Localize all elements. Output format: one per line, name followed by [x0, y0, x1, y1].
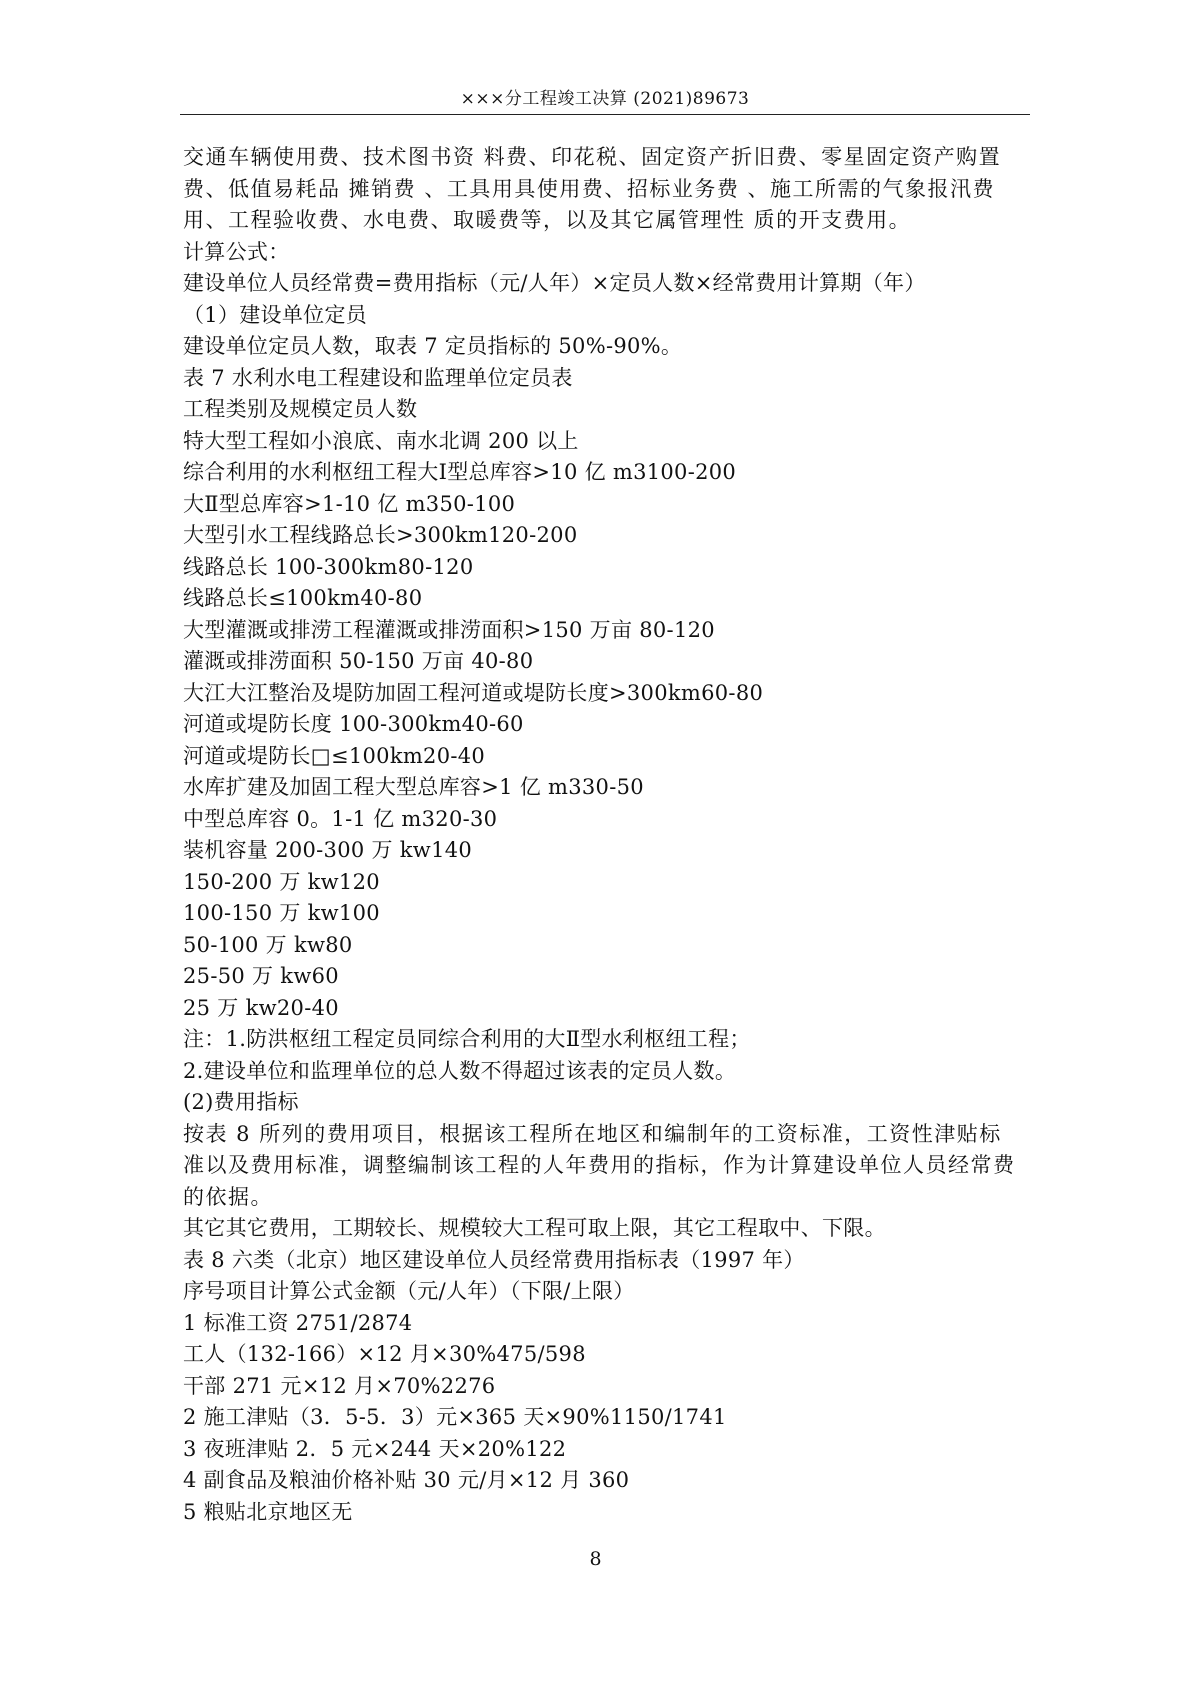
paragraph: 5 粮贴北京地区无: [183, 1499, 353, 1524]
paragraph: 线路总长 100-300km80-120: [183, 554, 474, 579]
paragraph: 100-150 万 kw100: [183, 901, 380, 925]
paragraph: 建设单位定员人数，取表 7 定员指标的 50%-90%。: [183, 334, 683, 358]
paragraph: 计算公式：: [183, 239, 290, 264]
paragraph: 河道或堤防长□≤100km20-40: [183, 743, 486, 768]
paragraph: 1 标准工资 2751/2874: [183, 1310, 413, 1335]
paragraph: 大型引水工程线路总长>300km120-200: [183, 523, 578, 547]
paragraph: 表 8 六类（北京）地区建设单位人员经常费用指标表（1997 年）: [183, 1247, 805, 1272]
paragraph: 交通车辆使用费、技术图书资 料费、印花税、固定资产折旧费、零星固定资产购置费、低值易耗品 摊销费 、工具用具使用费、招标业务费 、施工所需的气象报汛费用、工程验收费、水电费、取暖费等，以及其它属管理性 质的开支费用。: [183, 145, 1002, 232]
paragraph: 水库扩建及加固工程大型总库容>1 亿 m330-50: [183, 775, 644, 799]
page-header: [180, 84, 1030, 115]
paragraph: 装机容量 200-300 万 kw140: [183, 838, 473, 862]
paragraph: 25-50 万 kw60: [183, 964, 339, 988]
paragraph: 大Ⅱ型总库容>1-10 亿 m350-100: [183, 491, 516, 516]
paragraph: 干部 271 元×12 月×70%2276: [183, 1373, 496, 1398]
paragraph: 线路总长≤100km40-80: [183, 586, 423, 610]
page-number: 8: [589, 1548, 602, 1570]
paragraph: 2.建设单位和监理单位的总人数不得超过该表的定员人数。: [183, 1058, 737, 1083]
paragraph: (2)费用指标: [183, 1090, 299, 1114]
paragraph: 大江大江整治及堤防加固工程河道或堤防长度>300km60-80: [183, 680, 764, 705]
paragraph: 150-200 万 kw120: [183, 869, 380, 894]
paragraph: 按表 8 所列的费用项目，根据该工程所在地区和编制年的工资标准，工资性津贴标准以及费用标准，调整编制该工程的人年费用的指标，作为计算建设单位人员经常费的依据。: [183, 1121, 1016, 1209]
paragraph: 工人（132-166）×12 月×30%475/598: [183, 1342, 586, 1366]
paragraph: 3 夜班津贴 2．5 元×244 天×20%122: [183, 1436, 567, 1461]
paragraph: 中型总库容 0。1-1 亿 m320-30: [183, 806, 498, 831]
paragraph: 综合利用的水利枢纽工程大Ⅰ型总库容>10 亿 m3100-200: [183, 460, 737, 484]
paragraph: 序号项目计算公式金额（元/人年）（下限/上限）: [183, 1279, 635, 1303]
paragraph: 4 副食品及粮油价格补贴 30 元/月×12 月 360: [183, 1468, 630, 1492]
paragraph: 大型灌溉或排涝工程灌溉或排涝面积>150 万亩 80-120: [183, 617, 715, 642]
paragraph: 其它其它费用，工期较长、规模较大工程可取上限，其它工程取中、下限。: [183, 1216, 886, 1240]
paragraph: 表 7 水利水电工程建设和监理单位定员表: [183, 365, 573, 390]
document-body: [183, 142, 1023, 1528]
paragraph: 建设单位人员经常费=费用指标（元/人年）×定员人数×经常费用计算期（年）: [183, 271, 926, 295]
paragraph: （1）建设单位定员: [183, 302, 368, 327]
paragraph: 特大型工程如小浪底、南水北调 200 以上: [183, 428, 579, 453]
paragraph: 2 施工津贴（3．5-5．3）元×365 天×90%1150/1741: [183, 1405, 727, 1429]
paragraph: 工程类别及规模定员人数: [183, 397, 418, 421]
paragraph: 50-100 万 kw80: [183, 932, 353, 957]
header-text: ×××分工程竣工决算 (2021)89673: [460, 89, 750, 109]
paragraph: 河道或堤防长度 100-300km40-60: [183, 712, 524, 736]
paragraph: 灌溉或排涝面积 50-150 万亩 40-80: [183, 649, 534, 673]
paragraph: 注：1.防洪枢纽工程定员同综合利用的大Ⅱ型水利枢纽工程；: [183, 1027, 751, 1051]
paragraph: 25 万 kw20-40: [183, 995, 339, 1020]
